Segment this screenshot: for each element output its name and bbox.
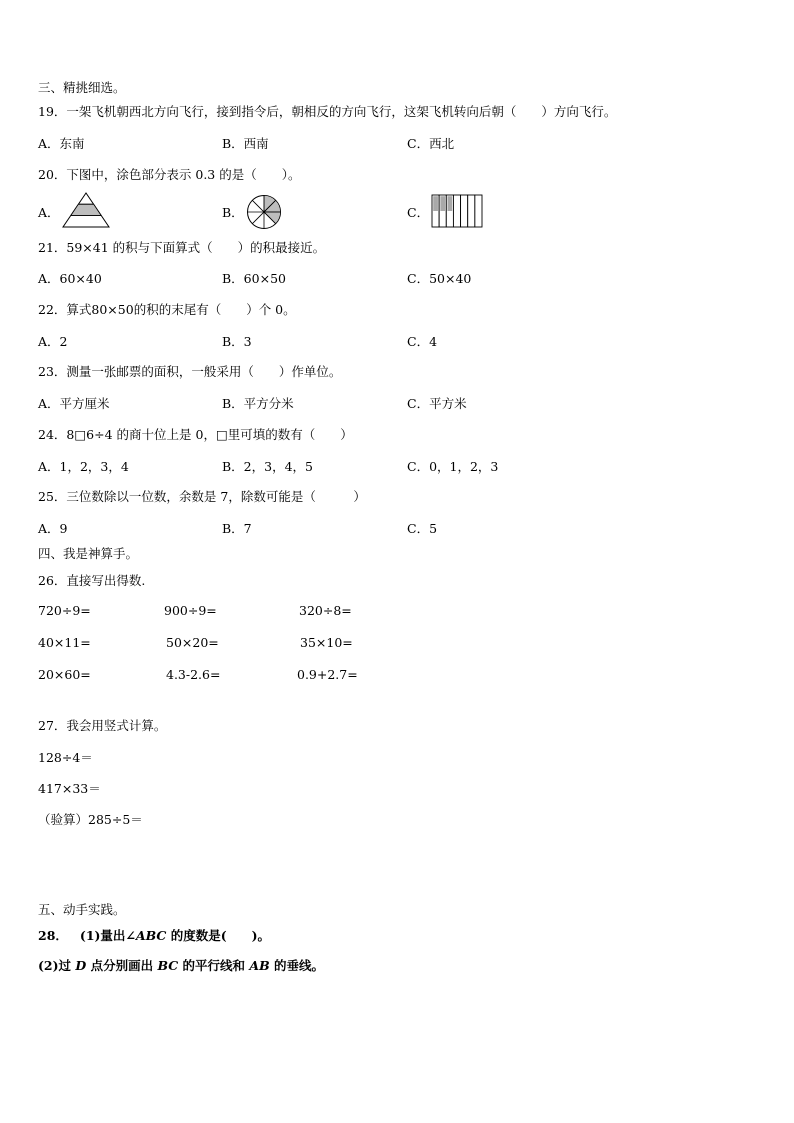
- q23-stem: 23．测量一张邮票的面积，一般采用（ ）作单位。: [38, 364, 342, 379]
- q22-option-c: C．4: [407, 334, 438, 349]
- q22-option-b: B．3: [222, 334, 252, 349]
- q27-item-3: （验算）285÷5＝: [38, 812, 143, 827]
- q20-label-a: A．: [38, 205, 60, 220]
- bar-cell-shade: [447, 196, 452, 211]
- q28-part-1-lead: (1)量出∠: [79, 928, 136, 943]
- triangle-figure: [62, 192, 110, 228]
- q26-r2-c1: 40×11=: [38, 635, 91, 650]
- q19-stem: 19．一架飞机朝西北方向飞行，接到指令后，朝相反的方向飞行，这架飞机转向后朝（ ）方向飞行。: [38, 104, 617, 119]
- q28-part-2-mid2: 的平行线和: [178, 958, 250, 973]
- section-3-title: 三、精挑细选。: [38, 80, 126, 95]
- q24-option-a: A．1，2，3，4: [38, 459, 129, 474]
- q26-r2-c3: 35×10=: [300, 635, 353, 650]
- q24-stem: 24．8□6÷4 的商十位上是 0，□里可填的数有（ ）: [38, 427, 353, 442]
- q21-option-b: B．60×50: [222, 271, 286, 286]
- q19-option-b: B．西南: [222, 136, 269, 151]
- q21-stem: 21．59×41 的积与下面算式（ ）的积最接近。: [38, 240, 326, 255]
- q28-part-1-tail: 的度数是( )。: [166, 928, 271, 943]
- q26-r3-c3: 0.9+2.7=: [297, 667, 358, 682]
- q23-option-a: A．平方厘米: [38, 396, 110, 411]
- q26-r3-c1: 20×60=: [38, 667, 91, 682]
- q26-r1-c1: 720÷9=: [38, 603, 91, 618]
- q24-option-b: B．2，3，4，5: [222, 459, 313, 474]
- bar-cell: [461, 195, 468, 227]
- bar-cell: [468, 195, 475, 227]
- bar-cell: [453, 195, 460, 227]
- q23-option-c: C．平方米: [407, 396, 467, 411]
- q25-stem: 25．三位数除以一位数，余数是 7，除数可能是（ ）: [38, 489, 366, 504]
- q28-line-bc: BC: [157, 958, 179, 973]
- bar-figure: [431, 194, 483, 228]
- q26-r1-c3: 320÷8=: [299, 603, 352, 618]
- q27-stem: 27．我会用竖式计算。: [38, 718, 167, 733]
- circle-figure: [246, 194, 282, 230]
- q26-r3-c2: 4.3-2.6=: [166, 667, 221, 682]
- q28-angle-abc: ABC: [135, 928, 167, 943]
- q28-number: 28．: [38, 928, 68, 943]
- q20-label-b: B．: [222, 205, 244, 220]
- bar-cell-shade: [433, 196, 438, 211]
- q23-option-b: B．平方分米: [222, 396, 294, 411]
- q26-stem: 26．直接写出得数.: [38, 573, 146, 588]
- q28-part-2-mid1: 点分别画出: [86, 958, 158, 973]
- q27-item-2: 417×33＝: [38, 781, 101, 796]
- q25-option-a: A．9: [38, 521, 68, 536]
- q24-option-c: C．0，1，2，3: [407, 459, 499, 474]
- q27-item-1: 128÷4＝: [38, 750, 93, 765]
- q20-label-c: C．: [407, 205, 430, 220]
- q19-option-a: A．东南: [38, 136, 85, 151]
- q26-r2-c2: 50×20=: [166, 635, 219, 650]
- q22-stem: 22．算式80×50的积的末尾有（ ）个 0。: [38, 302, 296, 317]
- bar-cell: [475, 195, 482, 227]
- q21-option-c: C．50×40: [407, 271, 472, 286]
- q28-part-1: [38, 928, 270, 944]
- q25-option-b: B．7: [222, 521, 252, 536]
- section-5-title: 五、动手实践。: [38, 902, 126, 917]
- q28-part-2-lead: (2)过: [38, 958, 76, 973]
- section-4-title: 四、我是神算手。: [38, 546, 139, 561]
- q28-part-2-tail: 的垂线。: [269, 958, 325, 973]
- q19-option-c: C．西北: [407, 136, 455, 151]
- q25-option-c: C．5: [407, 521, 438, 536]
- q28-line-ab: AB: [249, 958, 270, 973]
- q22-option-a: A．2: [38, 334, 68, 349]
- q20-stem: 20．下图中，涂色部分表示 0.3 的是（ ）。: [38, 167, 301, 182]
- q21-option-a: A．60×40: [38, 271, 102, 286]
- bar-cell-shade: [440, 196, 445, 211]
- q26-r1-c2: 900÷9=: [164, 603, 217, 618]
- q28-part-2: [38, 958, 324, 974]
- q28-point-d: D: [75, 958, 87, 973]
